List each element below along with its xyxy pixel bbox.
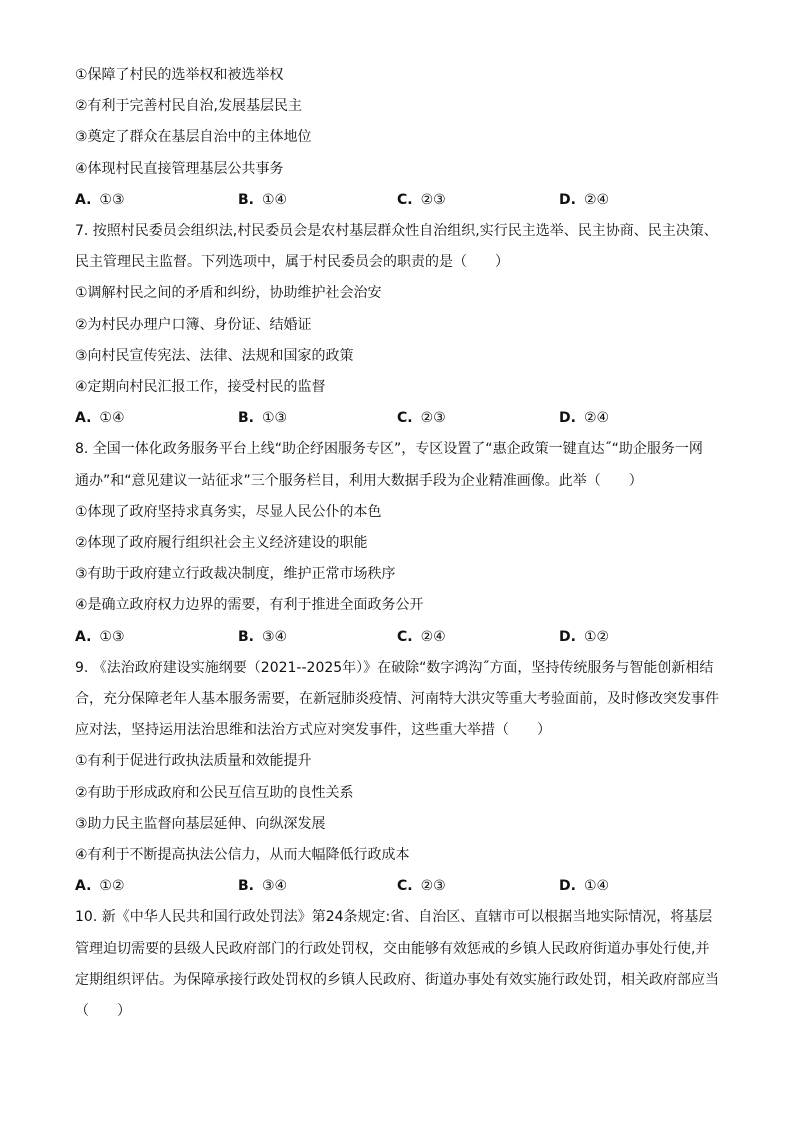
text-line: ②为村民办理户口簿、身份证、结婚证 bbox=[75, 316, 312, 333]
text-line: 管理迫切需要的县级人民政府部门的行政处罚权，交由能够有效惩戒的乡镇人民政府街道办事处行使,并 bbox=[75, 940, 710, 957]
option-letter: A. bbox=[75, 628, 92, 645]
option-letter: C. bbox=[397, 878, 413, 895]
answer-option bbox=[559, 190, 609, 210]
option-text: ②④ bbox=[583, 191, 610, 208]
text-line: ①调解村民之间的矛盾和纠纷，协助维护社会治安 bbox=[75, 285, 382, 302]
option-letter: A. bbox=[75, 191, 92, 208]
text-line: ③有助于政府建立行政裁决制度，维护正常市场秩序 bbox=[75, 566, 396, 583]
option-letter: C. bbox=[397, 191, 413, 208]
text-line: ④体现村民直接管理基层公共事务 bbox=[75, 160, 284, 177]
option-letter: A. bbox=[75, 410, 92, 427]
option-text: ②③ bbox=[420, 878, 446, 895]
text-line: ④有利于不断提高执法公信力，从而大幅降低行政成本 bbox=[75, 847, 410, 863]
answer-option bbox=[397, 190, 446, 210]
text-line: 8. 全国一体化政务服务平台上线“助企纾困服务专区”，专区设置了“惠企政策一键直达˝“助企服务一网 bbox=[75, 441, 703, 458]
option-text: ①② bbox=[583, 628, 610, 645]
text-line: ②体现了政府履行组织社会主义经济建设的职能 bbox=[75, 535, 368, 551]
text-line: 7. 按照村民委员会组织法,村民委员会是农村基层群众性自治组织,实行民主选举、民主协商、民主决策、 bbox=[75, 223, 718, 239]
option-text: ③④ bbox=[262, 878, 288, 895]
option-text: ②③ bbox=[420, 191, 446, 208]
option-text: ①③ bbox=[262, 410, 288, 427]
answer-option bbox=[238, 408, 287, 428]
text-line: ④定期向村民汇报工作，接受村民的监督 bbox=[75, 379, 326, 395]
text-line: 合，充分保障老年人基本服务需要，在新冠肺炎疫情、河南特大洪灾等重大考验面前，及时修改突发事件 bbox=[75, 691, 719, 707]
text-line: ③助力民主监督向基层延伸、向纵深发展 bbox=[75, 815, 326, 832]
answer-option bbox=[75, 627, 125, 647]
option-letter: C. bbox=[397, 410, 413, 427]
answer-options bbox=[75, 190, 735, 210]
answer-option bbox=[238, 190, 287, 210]
text-line: ①有利于促进行政执法质量和效能提升 bbox=[75, 753, 312, 770]
option-letter: D. bbox=[559, 878, 576, 895]
option-letter: D. bbox=[559, 628, 576, 645]
option-letter: B. bbox=[238, 191, 254, 208]
answer-option bbox=[397, 408, 446, 428]
answer-options bbox=[75, 627, 735, 647]
answer-option bbox=[559, 627, 609, 647]
option-text: ③④ bbox=[262, 628, 288, 645]
text-line: 定期组织评估。为保障承接行政处罚权的乡镇人民政府、街道办事处有效实施行政处罚，相关政府部应当 bbox=[75, 971, 719, 988]
answer-option bbox=[559, 876, 609, 896]
text-line: ①保障了村民的选举权和被选举权 bbox=[75, 67, 284, 83]
text-line: ④是确立政府权力边界的需要，有利于推进全面政务公开 bbox=[75, 597, 424, 614]
option-text: ①④ bbox=[99, 410, 125, 427]
text-line: 民主管理民主监督。下列选项中，属于村民委员会的职责的是（ ） bbox=[75, 254, 509, 271]
option-text: ②③ bbox=[420, 410, 446, 427]
answer-options bbox=[75, 408, 735, 428]
option-letter: B. bbox=[238, 410, 254, 427]
option-letter: D. bbox=[559, 191, 576, 208]
option-text: ①④ bbox=[262, 191, 288, 208]
option-text: ②④ bbox=[420, 628, 446, 645]
answer-option bbox=[75, 408, 125, 428]
option-text: ①③ bbox=[99, 191, 125, 208]
option-text: ①② bbox=[99, 878, 125, 895]
text-line: ①体现了政府坚持求真务实，尽显人民公仆的本色 bbox=[75, 503, 382, 520]
option-text: ②④ bbox=[583, 410, 610, 427]
text-line: ②有助于形成政府和公民互信互助的良性关系 bbox=[75, 784, 354, 801]
text-line: ②有利于完善村民自治,发展基层民主 bbox=[75, 98, 303, 115]
text-line: ③向村民宣传宪法、法律、法规和国家的政策 bbox=[75, 347, 354, 364]
answer-option bbox=[75, 190, 125, 210]
option-letter: B. bbox=[238, 628, 254, 645]
option-text: ①③ bbox=[99, 628, 125, 645]
text-line: ③奠定了群众在基层自治中的主体地位 bbox=[75, 129, 312, 146]
answer-option bbox=[238, 876, 287, 896]
answer-option bbox=[397, 876, 446, 896]
answer-option bbox=[559, 408, 609, 428]
option-letter: D. bbox=[559, 410, 576, 427]
text-line: 10. 新《中华人民共和国行政处罚法》第24条规定:省、自治区、直辖市可以根据当地实际情况，将基层 bbox=[75, 909, 713, 926]
text-line: 9. 《法治政府建设实施纲要（2021--2025年）》在破除“数字鸿沟˝方面，坚持传统服务与智能创新相结 bbox=[75, 659, 714, 676]
option-letter: A. bbox=[75, 878, 92, 895]
option-letter: B. bbox=[238, 878, 254, 895]
answer-options bbox=[75, 876, 735, 896]
answer-option bbox=[238, 627, 287, 647]
text-line: 通办”和“意见建议一站征求”三个服务栏目，利用大数据手段为企业精准画像。此举（ ） bbox=[75, 472, 643, 489]
answer-option bbox=[75, 876, 125, 896]
answer-option bbox=[397, 627, 446, 647]
option-letter: C. bbox=[397, 628, 413, 645]
text-line: 应对法，坚持运用法治思维和法治方式应对突发事件，这些重大举措（ ） bbox=[75, 722, 551, 739]
text-line: （ ） bbox=[75, 1003, 131, 1019]
option-text: ①④ bbox=[583, 878, 610, 895]
